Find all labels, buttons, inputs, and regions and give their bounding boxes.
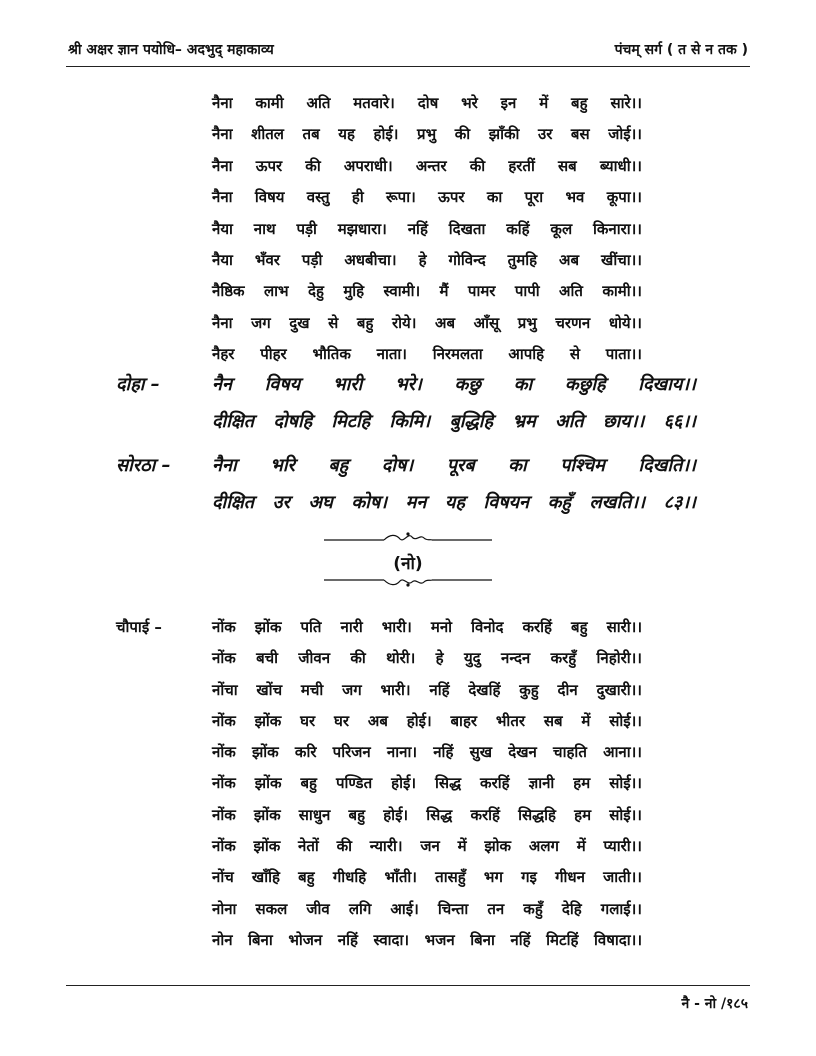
verse-line: नैना ऊपर की अपराधी। अन्तर की हरतीं सब ब्याधी।। <box>212 156 642 175</box>
verse-line: नैना कामी अति मतवारे। दोष भरे इन में बहु सारे।। <box>212 94 642 112</box>
doha-label: दोहा – <box>116 374 160 395</box>
verse-line: नैया नाथ पड़ी मझधारा। नहिं दिखता कहिं कूल किनारा।। <box>212 219 642 238</box>
header-right-title: पंचम् सर्ग ( त से न तक ) <box>614 42 748 58</box>
chaupai-line: नोंक झोंक साधुन बहु होई। सिद्ध करहिं सिद्धहि हम सोई।। <box>212 805 642 824</box>
verse-line: नैना शीतल तब यह होई। प्रभु की झाँकी उर बस जोई।। <box>212 125 642 144</box>
chaupai-line: नोंक बची जीवन की थोरी। हे युदु नन्दन करहुँ निहोरी।। <box>212 649 642 668</box>
footer-rule <box>66 985 750 986</box>
chaupai-line: नोंक झोंक पति नारी भारी। मनो विनोद करहिं बहु सारी।। <box>212 618 642 636</box>
sortha-line: नैना भरि बहु दोष। पूरब का पश्चिम दिखति।। <box>212 455 696 476</box>
verse-line: नैष्ठिक लाभ देहु मुहि स्वामी। मैं पामर पापी अति कामी।। <box>212 282 642 301</box>
verse-line: नैना विषय वस्तु ही रूपा। ऊपर का पूरा भव कूपा।। <box>212 188 642 207</box>
footer-page-label: नै - नो /१८५ <box>681 996 748 1012</box>
header-left-title: श्री अक्षर ज्ञान पयोधि– अदभुद् महाकाव्य <box>68 42 274 58</box>
ornament-divider-top <box>324 530 492 544</box>
chaupai-line: नोंक झोंक बहु पण्डित होई। सिद्ध करहिं ज्ञानी हम सोई।। <box>212 774 642 793</box>
chaupai-line: नोंक झोंक करि परिजन नाना। नहिं सुख देखन चाहति आना।। <box>212 743 642 762</box>
chaupai-line: नोंचा खोंच मची जग भारी। नहिं देखहिं कुहु दीन दुखारी।। <box>212 680 642 699</box>
chaupai-line: नोंक झोंक घर घर अब होई। बाहर भीतर सब में सोई।। <box>212 711 642 730</box>
verse-block-no <box>212 612 642 956</box>
verse-line: नैया भँवर पड़ी अधबीचा। हे गोविन्द तुमहि अब खींचा।। <box>212 251 642 270</box>
chaupai-label: चौपाई – <box>116 618 162 636</box>
chaupai-line: नोंच खाँहि बहु गीधहि भाँती। तासहुँ भग गइ गीधन जाती।। <box>212 868 642 887</box>
chaupai-line: नोना सकल जीव लगि आई। चिन्ता तन कहुँ देहि गलाई।। <box>212 899 642 918</box>
doha-line: नैन विषय भारी भरे। कछु का कछुहि दिखाय।। <box>212 374 696 395</box>
ornament-divider-bottom <box>324 574 492 588</box>
sortha-label: सोरठा – <box>116 455 171 476</box>
doha-line: दीक्षित दोषहि मिटहि किमि। बुद्धिहि भ्रम अति छाय।। ६६।। <box>212 411 696 432</box>
doha-verse <box>212 366 696 440</box>
sortha-verse <box>212 447 696 521</box>
sortha-line: दीक्षित उर अघ कोष। मन यह विषयन कहुँ लखति।। ८३।। <box>212 492 696 513</box>
verse-line: नैहर पीहर भौतिक नाता। निरमलता आपहि से पाता।। <box>212 345 642 364</box>
section-title: (नो) <box>393 554 423 574</box>
chaupai-line: नोंक झोंक नेतों की न्यारी। जन में झोक अलग में प्यारी।। <box>212 837 642 856</box>
header-rule <box>66 66 750 67</box>
chaupai-line: नोन बिना भोजन नहिं स्वादा। भजन बिना नहिं मिटहिं विषादा।। <box>212 930 642 949</box>
verse-block-nai <box>212 88 642 371</box>
verse-line: नैना जग दुख से बहु रोये। अब आँसू प्रभु चरणन धोये।। <box>212 313 642 332</box>
